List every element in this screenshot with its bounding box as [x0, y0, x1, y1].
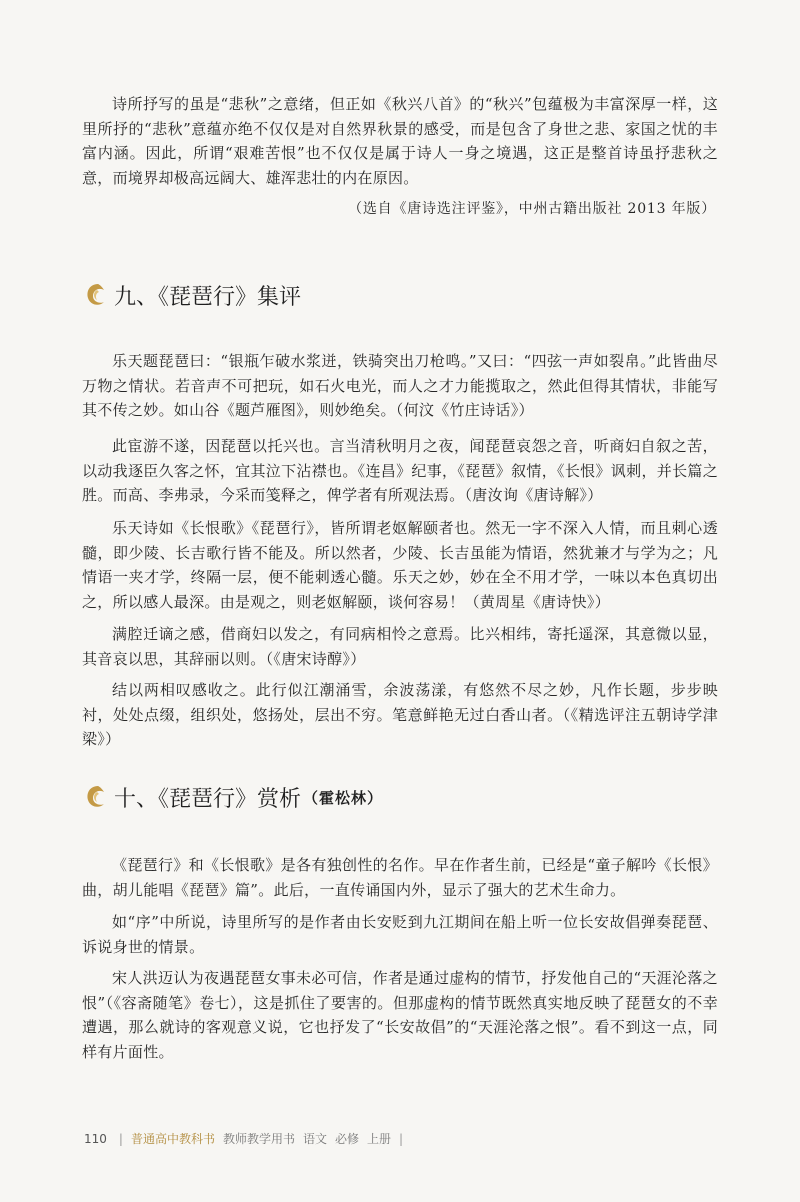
intro-source: （选自《唐诗选注评鉴》，中州古籍出版社 2013 年版）: [348, 201, 716, 217]
analysis-paragraph: 如“序”中所说，诗里所写的是作者由长安贬到九江期间在船上听一位长安故倡弹奏琵琶、诉说身世的情景。: [82, 913, 718, 956]
footer-divider: |: [118, 1131, 123, 1146]
footer-category: 教师教学用书: [222, 1132, 295, 1146]
intro-paragraph: 诗所抒写的虽是“悲秋”之意绪，但正如《秋兴八首》的“秋兴”包蕴极为丰富深厚一样，这里所抒的“悲秋”意蕴亦绝不仅仅是对自然界秋景的感受，而是包含了身世之悲、家国之忧的丰富内涵。因此，所谓“艰难苦恨”也不仅仅是属于诗人一身之境遇，这正是整首诗虽抒悲秋之意，而境界却极高远阔大、雄浑悲壮的内在原因。: [82, 95, 718, 187]
footer-subject: 语文: [302, 1132, 327, 1146]
section-9-title: 九、《琵琶行》集评: [114, 284, 302, 310]
section-10-title: 十、《琵琶行》赏析: [114, 786, 302, 812]
footer-course: 必修: [335, 1132, 360, 1146]
quote-paragraph: 结以两相叹感收之。此行似江潮涌雪，余波荡漾，有悠然不尽之妙，凡作长题，步步映衬，处处点缀，组织处，悠扬处，层出不穷。笔意鲜艳无过白香山者。（《精选评注五朝诗学津梁》）: [82, 681, 718, 748]
quote-paragraph: 满腔迁谪之感，借商妇以发之，有同病相怜之意焉。比兴相纬，寄托遥深，其意微以显，其音哀以思，其辞丽以则。（《唐宋诗醇》）: [82, 625, 718, 668]
page-footer: [84, 1130, 403, 1147]
quote-paragraph: 乐天题琵琶曰：“银瓶乍破水浆迸，铁骑突出刀枪鸣。”又曰：“四弦一声如裂帛。”此皆曲尽万物之情状。若音声不可把玩，如石火电光，而人之才力能揽取之，然此但得其情状，非能写其不传之妙。如山谷《题芦雁图》，则妙绝矣。（何汶《竹庄诗话》）: [82, 352, 718, 419]
footer-volume: 上册: [367, 1132, 392, 1146]
analysis-paragraph: 《琵琶行》和《长恨歌》是各有独创性的名作。早在作者生前，已经是“童子解吟《长恨》曲，胡儿能唱《琵琶》篇”。此后，一直传诵国内外，显示了强大的艺术生命力。: [82, 856, 718, 899]
footer-divider: |: [399, 1131, 404, 1146]
swirl-section-icon: [84, 783, 112, 811]
analysis-paragraph: 宋人洪迈认为夜遇琵琶女事未必可信，作者是通过虚构的情节，抒发他自己的“天涯沦落之恨”（《容斋随笔》卷七），这是抓住了要害的。但那虚构的情节既然真实地反映了琵琶女的不幸遭遇，那么就诗的客观意义说，它也抒发了“长安故倡”的“天涯沦落之恨”。看不到这一点，同样有片面性。: [82, 969, 718, 1061]
quote-paragraph: 此宦游不遂，因琵琶以托兴也。言当清秋明月之夜，闻琵琶哀怨之音，听商妇自叙之苦，以动我逐臣久客之怀，宜其泣下沾襟也。《连昌》纪事，《琵琶》叙情，《长恨》讽刺，并长篇之胜。而高、李弗录，今采而笺释之，俾学者有所观法焉。（唐汝询《唐诗解》）: [82, 437, 718, 504]
footer-book: 普通高中教科书: [130, 1132, 215, 1146]
section-heading-10: [84, 782, 383, 812]
page-number: 110: [84, 1131, 107, 1146]
section-heading-9: [84, 280, 301, 310]
section-10-author: （霍松林）: [303, 788, 384, 807]
swirl-section-icon: [84, 281, 112, 309]
quote-paragraph: 乐天诗如《长恨歌》《琵琶行》，皆所谓老妪解颐者也。然无一字不深入人情，而且刺心透髓，即少陵、长吉歌行皆不能及。所以然者，少陵、长吉虽能为情语，然犹兼才与学为之；凡情语一夹才学，终隔一层，便不能刺透心髓。乐天之妙，妙在全不用才学，一味以本色真切出之，所以感人最深。由是观之，则老妪解颐，谈何容易！（黄周星《唐诗快》）: [82, 519, 718, 611]
